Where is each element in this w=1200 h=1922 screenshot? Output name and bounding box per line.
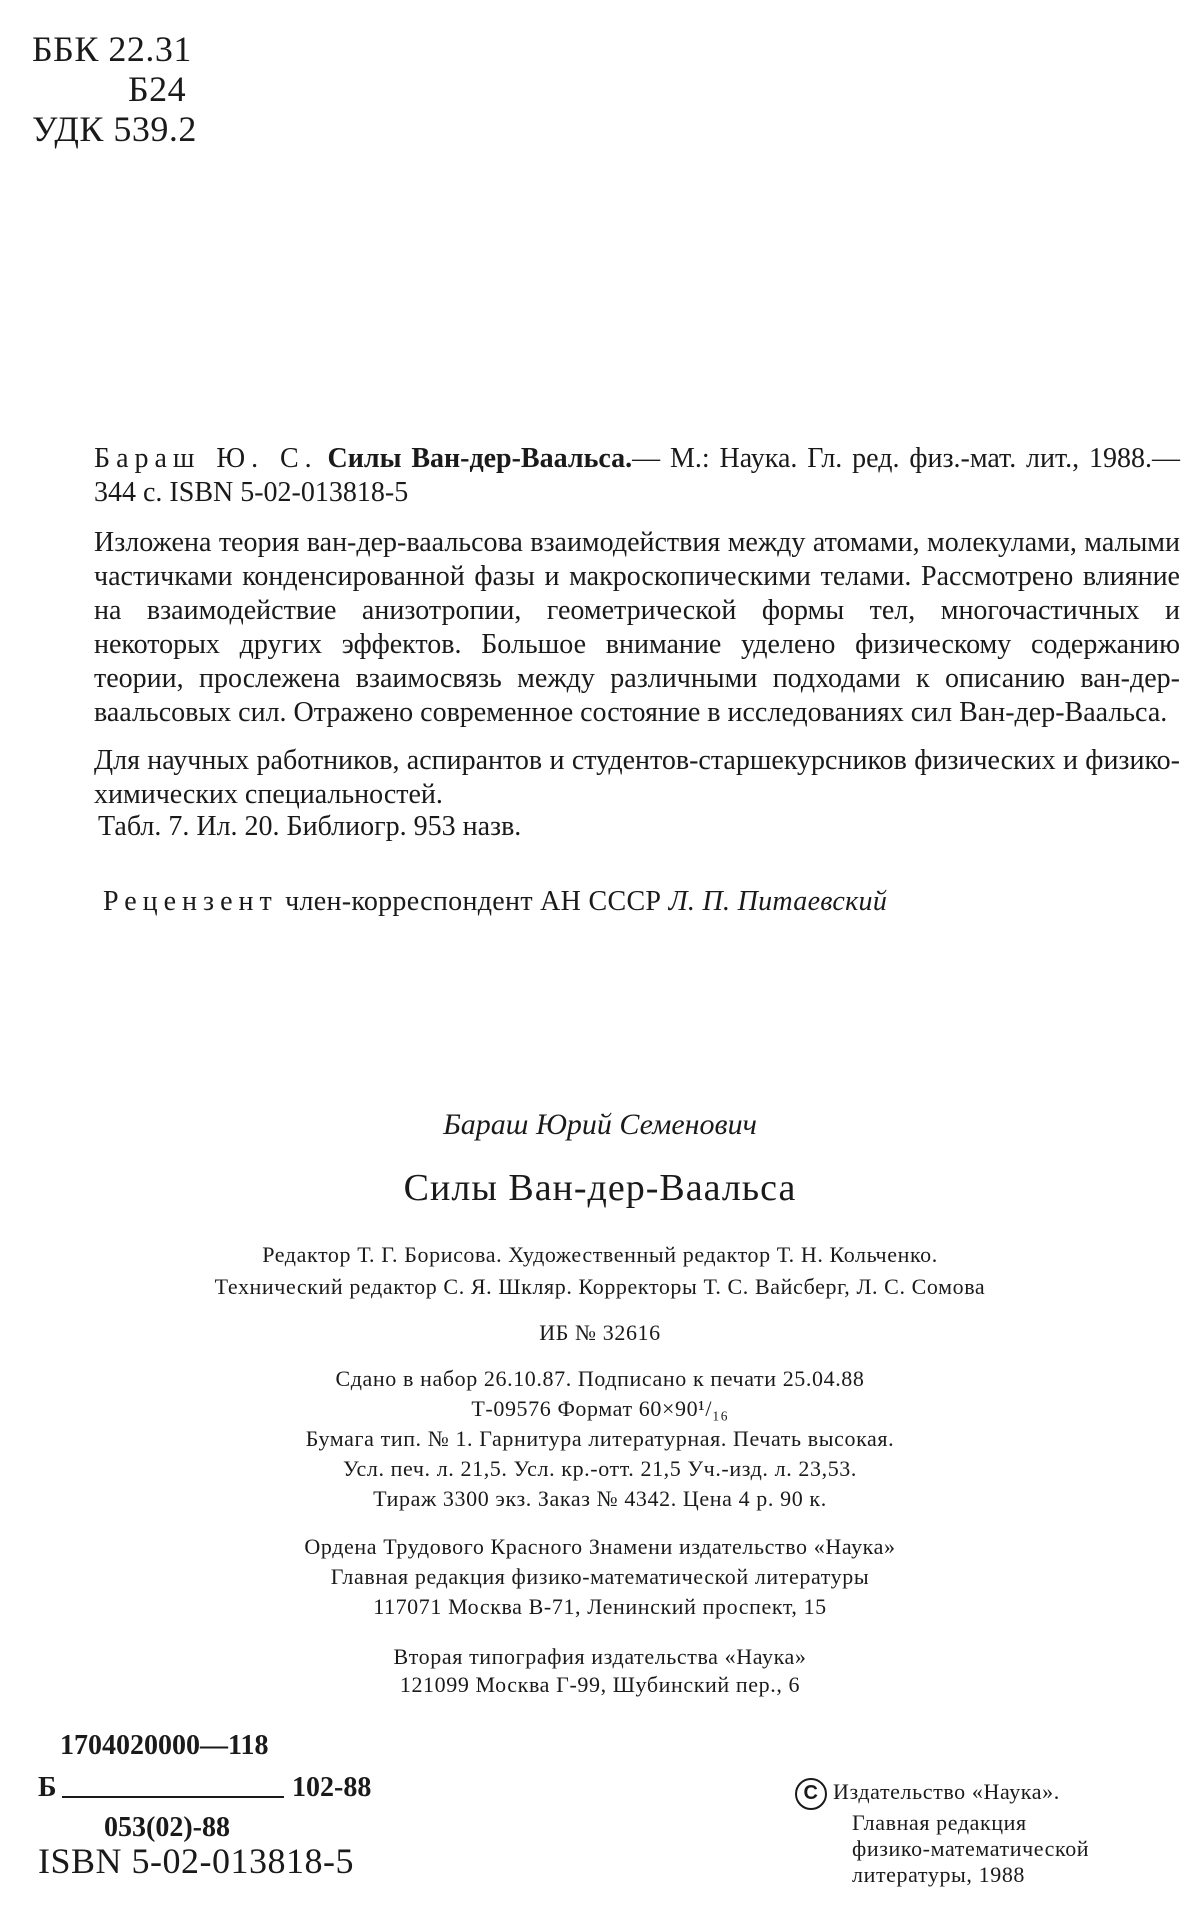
editor-line-2: Технический редактор С. Я. Шкляр. Корректоры Т. С. Вайсберг, Л. С. Сомова xyxy=(214,1274,986,1299)
bibliographic-entry xyxy=(94,442,1180,510)
printer-line-2: 121099 Москва Г-99, Шубинский пер., 6 xyxy=(399,1672,801,1697)
colophon-title: Силы Ван-дер-Ваальса xyxy=(403,1167,797,1209)
publisher-line-1: Ордена Трудового Красного Знамени издательство «Наука» xyxy=(304,1534,896,1559)
print-line-5: Тираж 3300 экз. Заказ № 4342. Цена 4 р. 90 к. xyxy=(373,1486,827,1511)
reviewer-label: Рецензент xyxy=(103,886,278,917)
bib-imprint: — М.: Наука. Гл. ред. физ.-мат. лит., 1988.— 344 с. ISBN 5-02-013818-5 xyxy=(94,443,1180,508)
abstract-text: Изложена теория ван-дер-ваальсова взаимодействия между атомами, молекулами, малыми частичками конденсированной фазы и макроскопическими телами. Рассмотрено влияние на взаимодействие анизотропии, геометрической формы тел, многочастичных и некоторых других эффектов. Большое внимание уделено физическому содержанию теории, прослежена взаимосвязь между различными подходами к описанию ван-дер-ваальсовых сил. Отражено современное состояние в исследованиях сил Ван-дер-Ваальса. xyxy=(94,527,1180,728)
colophon-author: Бараш Юрий Семенович xyxy=(443,1108,757,1141)
publisher-line-2: Главная редакция физико-математической литературы xyxy=(330,1564,870,1589)
printer-line-1: Вторая типография издательства «Наука» xyxy=(393,1644,807,1669)
isbn-bottom: ISBN 5-02-013818-5 xyxy=(38,1841,354,1881)
catalog-fraction-rule xyxy=(62,1796,284,1798)
bbk-code: ББК 22.31 xyxy=(32,29,192,69)
catalog-letter: Б xyxy=(38,1772,57,1803)
stats-line xyxy=(98,810,521,844)
copyright-line-3: физико-математической xyxy=(852,1836,1090,1861)
bib-author: Бараш Ю. С. xyxy=(94,443,318,474)
copyright-line-2: Главная редакция xyxy=(852,1810,1027,1835)
bib-title: Силы Ван-дер-Ваальса. xyxy=(327,443,633,474)
udk-code: УДК 539.2 xyxy=(32,109,197,149)
audience-paragraph xyxy=(94,744,1180,812)
print-line-3: Бумага тип. № 1. Гарнитура литературная. Печать высокая. xyxy=(305,1426,895,1451)
copyright-icon: C xyxy=(795,1778,827,1810)
abstract-paragraph xyxy=(94,526,1180,730)
print-line-2: Т-09576 Формат 60×90¹/₁₆ xyxy=(471,1396,729,1421)
reviewer-line xyxy=(103,886,887,918)
catalog-numerator: 1704020000—118 xyxy=(60,1730,269,1761)
audience-text: Для научных работников, аспирантов и студентов-старшекурсников физических и физико-химических специальностей. xyxy=(94,745,1180,810)
catalog-right: 102-88 xyxy=(292,1772,372,1803)
copyright-line-4: литературы, 1988 xyxy=(852,1862,1026,1887)
author-mark: Б24 xyxy=(128,69,187,109)
reviewer-text: член-корреспондент АН СССР xyxy=(285,886,662,917)
print-line-4: Усл. печ. л. 21,5. Усл. кр.-отт. 21,5 Уч.-изд. л. 23,53. xyxy=(343,1456,857,1481)
ib-number: ИБ № 32616 xyxy=(539,1320,661,1345)
stats-text: Табл. 7. Ил. 20. Библиогр. 953 назв. xyxy=(98,811,522,842)
catalog-denominator: 053(02)-88 xyxy=(104,1812,230,1843)
editor-line-1: Редактор Т. Г. Борисова. Художественный редактор Т. Н. Кольченко. xyxy=(262,1242,938,1267)
reviewer-name: Л. П. Питаевский xyxy=(668,886,888,917)
copyright-line-1 xyxy=(795,1778,1089,1810)
print-line-1: Сдано в набор 26.10.87. Подписано к печати 25.04.88 xyxy=(335,1366,865,1391)
publisher-line-3: 117071 Москва В-71, Ленинский проспект, 15 xyxy=(373,1594,827,1619)
copyright-block xyxy=(795,1778,1089,1888)
copyright-publisher: Издательство «Наука». xyxy=(833,1779,1060,1805)
